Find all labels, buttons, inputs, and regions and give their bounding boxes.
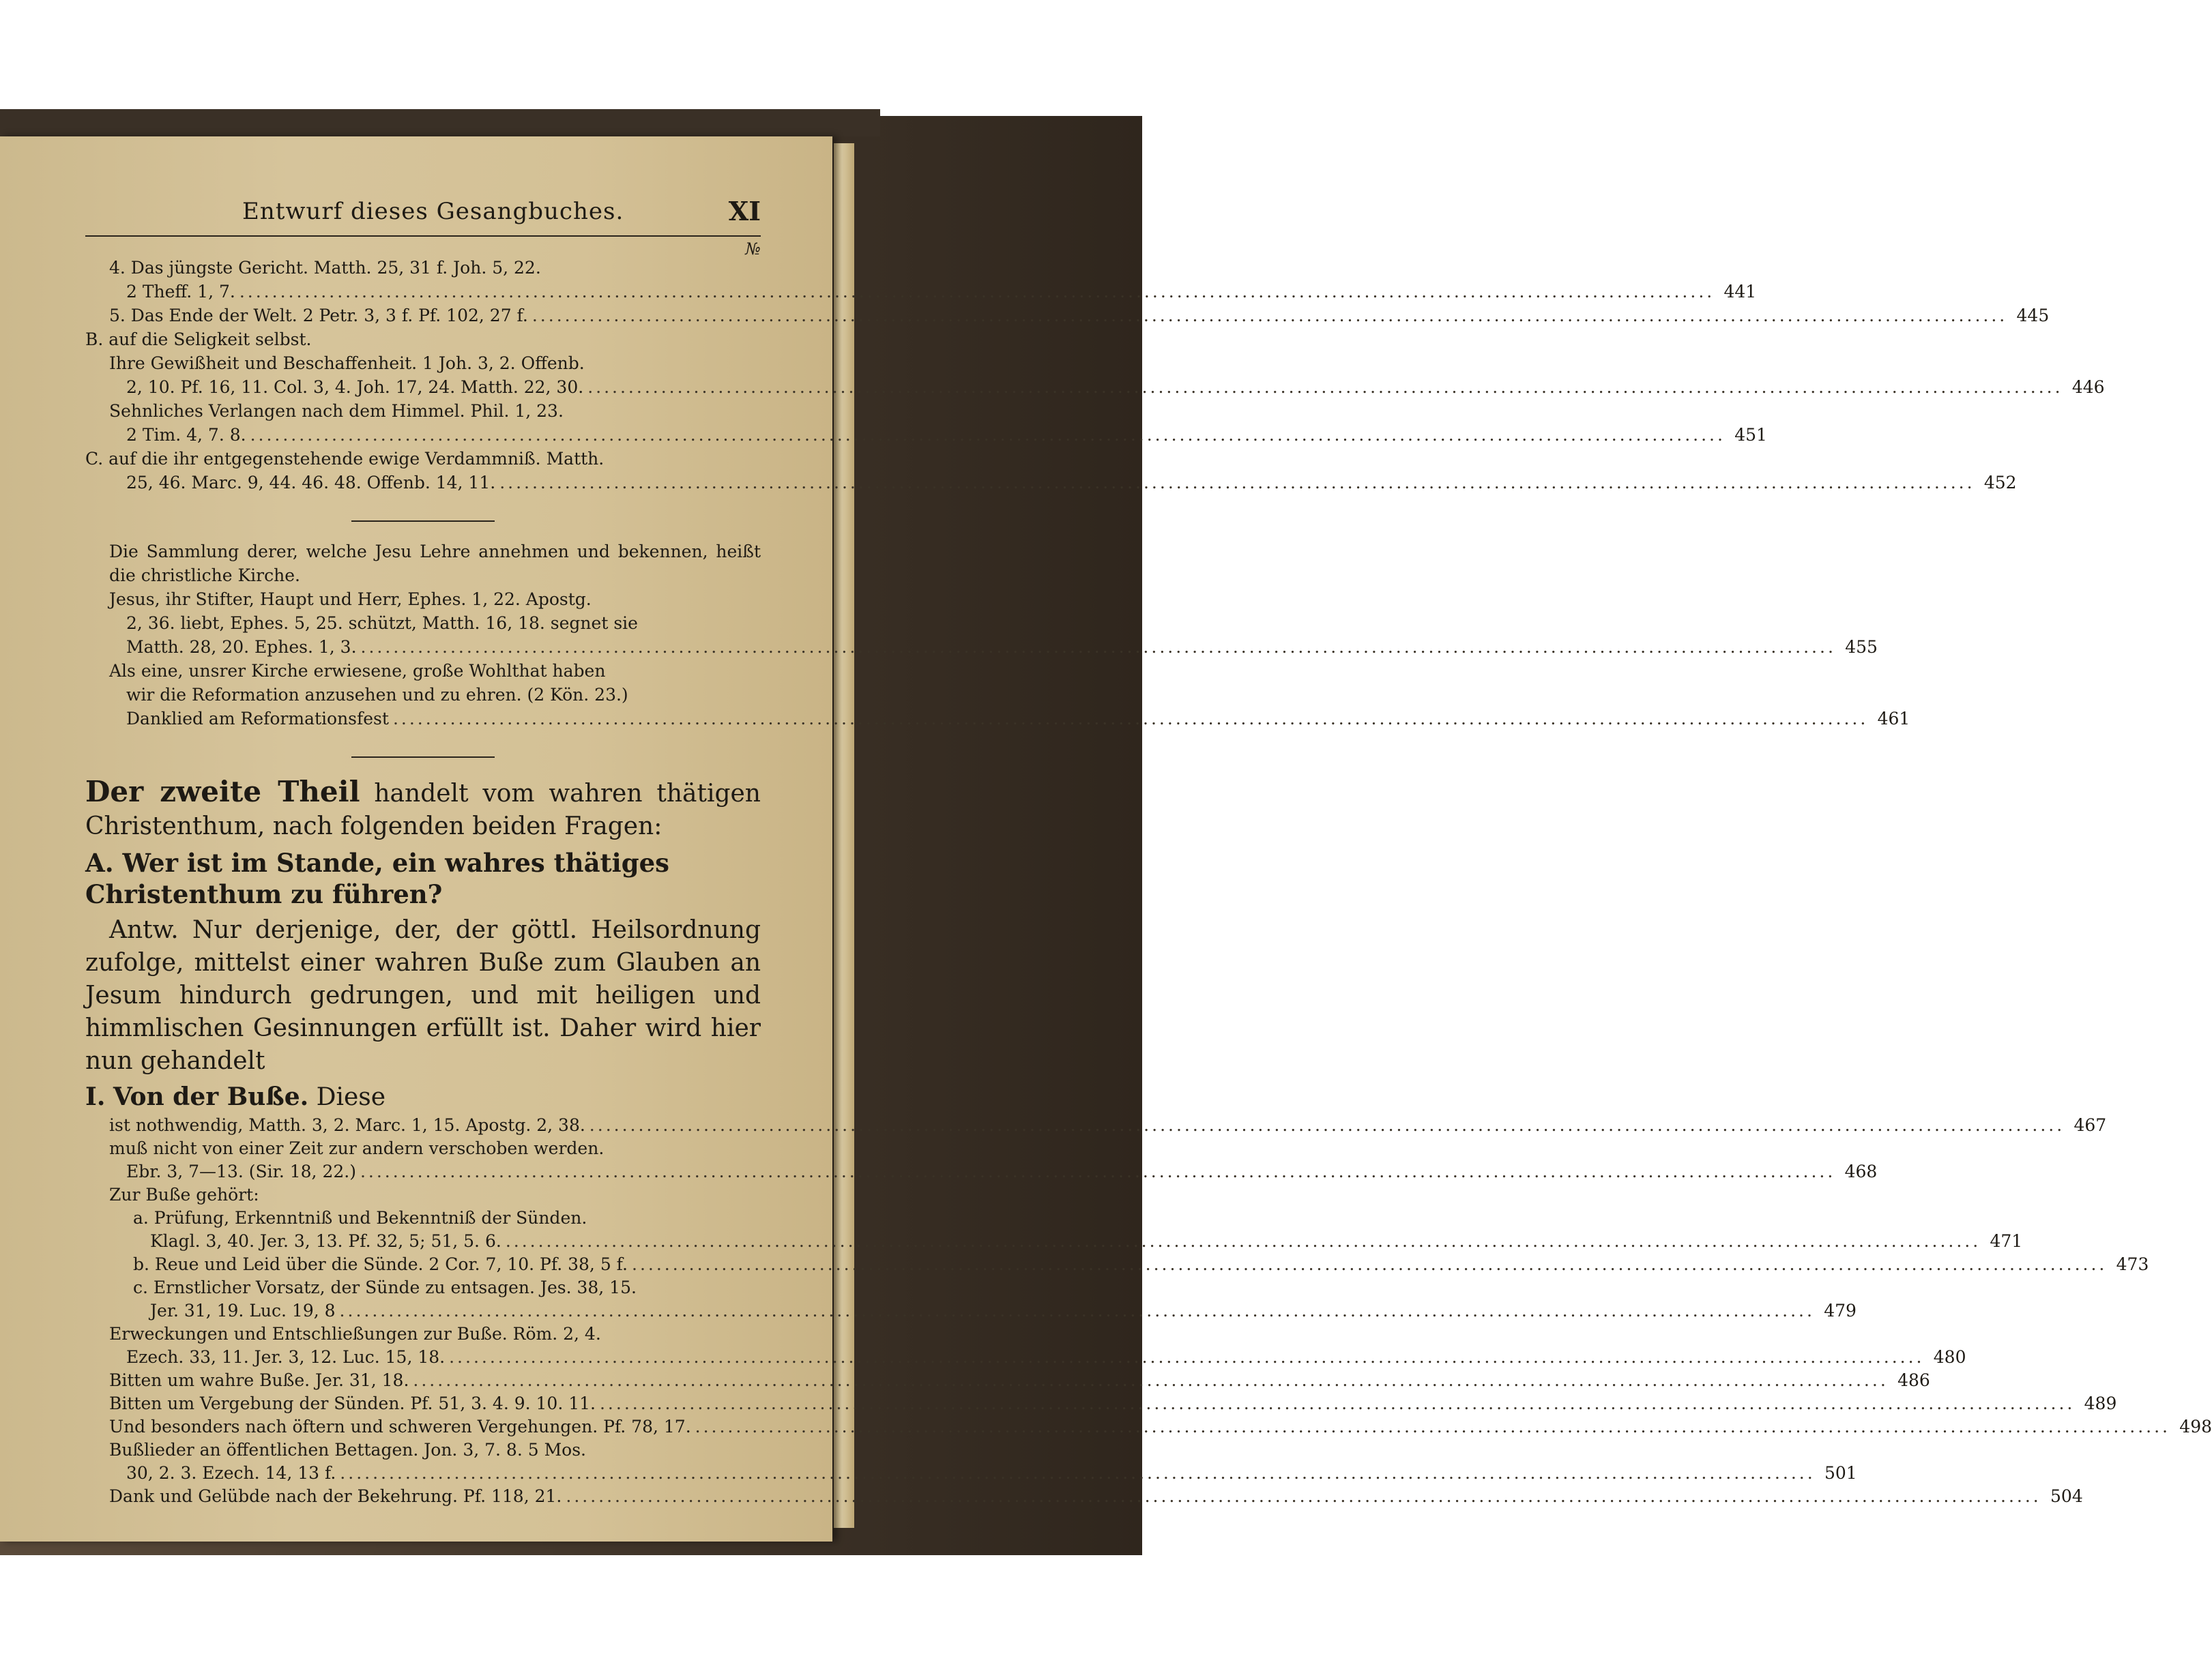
toc-entry xyxy=(85,327,761,351)
toc-entry-line xyxy=(85,587,761,611)
toc-entry-text: Ebr. 3, 7—13. (Sir. 18, 22.) xyxy=(126,1162,356,1181)
toc-entry-line xyxy=(85,611,761,635)
toc-entry-line xyxy=(85,423,1767,447)
toc-entry-text: Jer. 31, 19. Luc. 19, 8 xyxy=(150,1301,336,1321)
toc-entry xyxy=(85,1137,1878,1183)
toc-entry-line xyxy=(85,1323,761,1346)
toc-entry-text: Klagl. 3, 40. Jer. 3, 13. Pf. 32, 5; 51, 5. 6. xyxy=(150,1231,501,1251)
church-intro: Die Sammlung derer, welche Jesu Lehre annehmen und bekennen, heißt die christliche Kirche. xyxy=(109,542,761,585)
toc-entry xyxy=(85,1276,1857,1323)
leader-dots xyxy=(499,471,1975,495)
hymn-number: 461 xyxy=(1877,709,1910,728)
hymn-number: 452 xyxy=(1983,473,2017,492)
toc-entry-text: Jesus, ihr Stifter, Haupt und Herr, Ephes. 1, 22. Apostg. xyxy=(109,589,592,609)
toc-entry xyxy=(85,256,1757,304)
toc-entry-line xyxy=(85,1230,2023,1253)
hymn-number: 486 xyxy=(1897,1370,1930,1390)
toc-entry-text: Als eine, unsrer Kirche erwiesene, große Wohlthat haben xyxy=(109,661,606,681)
toc-entry-line xyxy=(85,1369,1930,1392)
section-title: Von der Buße. xyxy=(113,1082,309,1111)
toc-entry-line xyxy=(85,1299,1857,1323)
toc-entry xyxy=(85,1207,2023,1253)
question-text: Wer ist im Stande, ein wahres thätiges Christenthum zu führen? xyxy=(85,848,669,909)
hymn-number: 467 xyxy=(2073,1115,2107,1135)
part-two-title: Der zweite Theil xyxy=(85,775,360,808)
toc-entry-text: Und besonders nach öftern und schweren Vergehungen. Pf. 78, 17. xyxy=(109,1417,691,1436)
toc-entry-line xyxy=(85,351,761,375)
toc-entry-line xyxy=(85,1462,1857,1485)
toc-entry-line xyxy=(85,471,2017,495)
toc-entry-text: C. auf die ihr entgegenstehende ewige Verdammniß. Matth. xyxy=(85,449,605,469)
hymn-number: 501 xyxy=(1824,1463,1857,1483)
hymn-number: 479 xyxy=(1824,1301,1857,1321)
toc-entry-text: ist nothwendig, Matth. 3, 2. Marc. 1, 15. Apostg. 2, 38. xyxy=(109,1115,585,1135)
toc-entry-line xyxy=(85,1415,2212,1439)
toc-entry-text: 30, 2. 3. Ezech. 14, 13 f. xyxy=(126,1463,336,1483)
toc-entry xyxy=(85,447,2017,495)
toc-entry-text: 2 Theff. 1, 7. xyxy=(126,282,235,301)
toc-entry-text: a. Prüfung, Erkenntniß und Bekenntniß der Sünden. xyxy=(133,1208,587,1228)
church-section xyxy=(85,540,1910,731)
leader-dots xyxy=(587,375,2063,399)
leader-dots xyxy=(449,1346,1924,1369)
toc-entry-line xyxy=(85,1253,2149,1276)
toc-entries-bottom xyxy=(85,1114,2212,1508)
leader-dots xyxy=(340,1299,1815,1323)
leader-dots xyxy=(360,1160,1835,1183)
hymn-number: 451 xyxy=(1734,425,1767,445)
hymn-number: 498 xyxy=(2179,1417,2212,1436)
leader-dots xyxy=(600,1392,2075,1415)
hymn-number: 446 xyxy=(2071,377,2105,397)
toc-entry xyxy=(85,1183,761,1207)
church-entries xyxy=(85,587,1910,731)
toc-entry-line xyxy=(85,447,761,471)
hymn-number: 445 xyxy=(2016,306,2050,325)
leader-dots xyxy=(566,1485,2041,1508)
hymn-number: 489 xyxy=(2084,1394,2117,1413)
header-title: Entwurf dieses Gesangbuches. xyxy=(242,198,624,225)
toc-entry-text: 5. Das Ende der Welt. 2 Petr. 3, 3 f. Pf. 102, 27 f. xyxy=(109,306,528,325)
toc-entry xyxy=(85,351,2105,399)
hymn-number: 473 xyxy=(2116,1254,2149,1274)
toc-entry-text: 2, 36. liebt, Ephes. 5, 25. schützt, Matth. 16, 18. segnet sie xyxy=(126,613,638,633)
toc-entry-text: Danklied am Reformationsfest xyxy=(126,709,389,728)
toc-entry xyxy=(85,1253,2149,1276)
leader-dots xyxy=(413,1369,1888,1392)
toc-entry xyxy=(85,304,2050,327)
toc-entry-line xyxy=(85,1346,1966,1369)
toc-entry-line xyxy=(85,1392,2117,1415)
toc-entry xyxy=(85,1114,2107,1137)
toc-entry-text: Ihre Gewißheit und Beschaffenheit. 1 Joh. 3, 2. Offenb. xyxy=(109,353,585,373)
running-header xyxy=(85,194,761,237)
section-label: I. xyxy=(85,1082,106,1111)
leader-dots xyxy=(590,1114,2065,1137)
toc-entry-text: 4. Das jüngste Gericht. Matth. 25, 31 f. Joh. 5, 22. xyxy=(109,258,541,278)
toc-entry-text: Erweckungen und Entschließungen zur Buße. Röm. 2, 4. xyxy=(109,1324,601,1344)
toc-entry-text: Bitten um Vergebung der Sünden. Pf. 51, 3. 4. 9. 10. 11. xyxy=(109,1394,596,1413)
toc-entry-text: b. Reue und Leid über die Sünde. 2 Cor. 7, 10. Pf. 38, 5 f. xyxy=(133,1254,628,1274)
page-content xyxy=(85,194,2212,1508)
leader-dots xyxy=(393,707,1868,731)
part-two-heading-rest: handelt vom wahren thätigen Christenthum, nach folgenden beiden Fragen: xyxy=(85,780,761,840)
toc-entry-line xyxy=(85,659,761,683)
answer-label: Antw. xyxy=(109,916,179,944)
leader-dots xyxy=(532,304,2007,327)
toc-entry xyxy=(85,587,1878,659)
hymn-number: 468 xyxy=(1844,1162,1878,1181)
toc-entry-line xyxy=(85,1276,761,1299)
toc-entry-text: 2 Tim. 4, 7. 8. xyxy=(126,425,246,445)
toc-entry-text: Zur Buße gehört: xyxy=(109,1185,259,1205)
toc-entry-text: wir die Reformation anzusehen und zu ehren. (2 Kön. 23.) xyxy=(126,685,628,705)
divider xyxy=(351,756,495,758)
toc-entry xyxy=(85,1439,1857,1485)
toc-entry-text: c. Ernstlicher Vorsatz, der Sünde zu entsagen. Jes. 38, 15. xyxy=(133,1278,637,1297)
toc-entry-text: Matth. 28, 20. Ephes. 1, 3. xyxy=(126,637,357,657)
numero-mark: № xyxy=(745,239,761,259)
leader-dots xyxy=(250,423,1726,447)
toc-entry-line xyxy=(85,1160,1878,1183)
section-heading xyxy=(85,1080,761,1114)
leader-dots xyxy=(361,635,1836,659)
answer-text: Nur derjenige, der, der göttl. Heilsordnung zufolge, mittelst einer wahren Buße zum Glauben an Jesum hindurch gedrungen, und mit heiligen und himmlischen Gesinnungen erfüllt ist. Daher wird hier nun gehandelt xyxy=(85,916,761,1075)
hymn-number: 471 xyxy=(1990,1231,2023,1251)
toc-entry xyxy=(85,1415,2212,1439)
hymn-number: 455 xyxy=(1845,637,1878,657)
toc-entry-line xyxy=(85,256,761,280)
toc-entry-text: Dank und Gelübde nach der Bekehrung. Pf. 118, 21. xyxy=(109,1486,562,1506)
divider xyxy=(351,520,495,522)
toc-entry xyxy=(85,659,1910,731)
toc-entry-line xyxy=(85,327,761,351)
toc-entry-text: 2, 10. Pf. 16, 11. Col. 3, 4. Joh. 17, 24. Matth. 22, 30. xyxy=(126,377,584,397)
toc-entry-text: 25, 46. Marc. 9, 44. 46. 48. Offenb. 14, 11. xyxy=(126,473,496,492)
toc-entry-text: muß nicht von einer Zeit zur andern verschoben werden. xyxy=(109,1138,605,1158)
toc-entry-text: Ezech. 33, 11. Jer. 3, 12. Luc. 15, 18. xyxy=(126,1347,446,1367)
toc-entry-line xyxy=(85,707,1910,731)
toc-entry-line xyxy=(85,1207,761,1230)
toc-entry-text: Sehnliches Verlangen nach dem Himmel. Phil. 1, 23. xyxy=(109,401,564,421)
toc-entry-line xyxy=(85,375,2105,399)
toc-entry-text: Bußlieder an öffentlichen Bettagen. Jon. 3, 7. 8. 5 Mos. xyxy=(109,1440,586,1460)
hymn-number: 504 xyxy=(2050,1486,2083,1506)
toc-entry xyxy=(85,1485,2083,1508)
toc-entry-line xyxy=(85,1137,761,1160)
toc-entry-line xyxy=(85,399,761,423)
question-heading xyxy=(85,847,761,910)
leader-dots xyxy=(506,1230,1981,1253)
part-two-heading xyxy=(85,776,761,843)
answer xyxy=(85,914,761,1078)
part-two xyxy=(85,776,761,1114)
hymn-number: 441 xyxy=(1723,282,1757,301)
toc-entries-top xyxy=(85,256,2105,495)
page-number: XI xyxy=(728,196,761,226)
leader-dots xyxy=(632,1253,2107,1276)
toc-entry xyxy=(85,1392,2117,1415)
toc-entry-line xyxy=(85,1183,761,1207)
toc-entry-line xyxy=(85,280,1757,304)
question-label: A. xyxy=(85,848,114,878)
toc-entry-line xyxy=(85,635,1878,659)
toc-entry xyxy=(85,1323,1966,1369)
toc-entry-text: Bitten um wahre Buße. Jer. 31, 18. xyxy=(109,1370,409,1390)
hymn-number: 480 xyxy=(1933,1347,1966,1367)
toc-entry-line xyxy=(85,683,761,707)
toc-entry xyxy=(85,399,1767,447)
section-intro: Diese xyxy=(316,1083,386,1111)
toc-entry xyxy=(85,1369,1930,1392)
toc-entry-line xyxy=(85,304,2050,327)
book-cover-top xyxy=(0,109,880,136)
leader-dots xyxy=(239,280,1715,304)
toc-entry-text: B. auf die Seligkeit selbst. xyxy=(85,329,312,349)
leader-dots xyxy=(695,1415,2170,1439)
toc-entry-line xyxy=(85,1439,761,1462)
leader-dots xyxy=(340,1462,1815,1485)
toc-entry-line xyxy=(85,1485,2083,1508)
toc-entry-line xyxy=(85,1114,2107,1137)
